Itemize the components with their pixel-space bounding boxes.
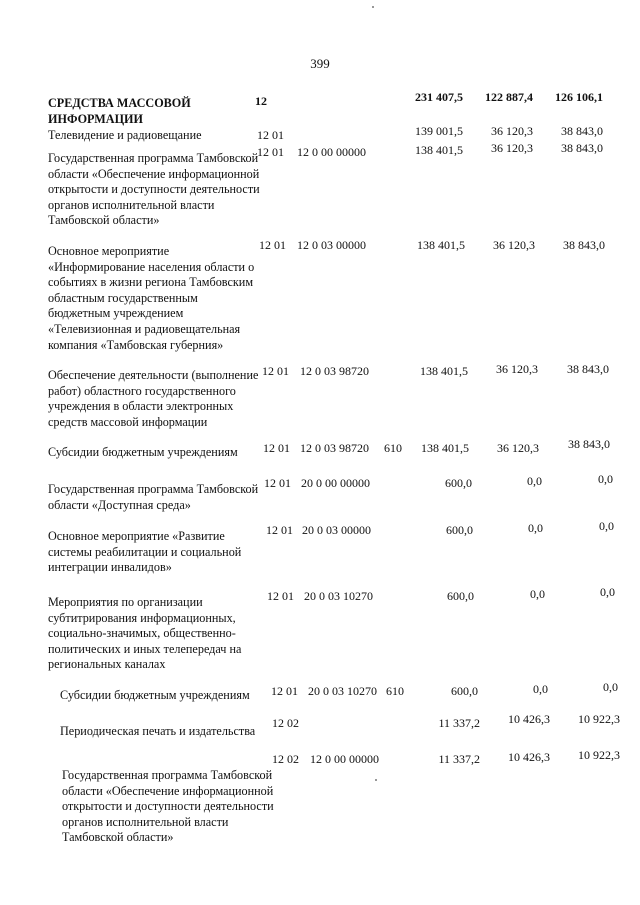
- row-value-2: 36 120,3: [493, 238, 535, 252]
- row-name: Периодическая печать и издательства: [60, 724, 256, 738]
- row-target-code: 20 0 00 00000: [301, 476, 370, 490]
- row-value-2: 10 426,3: [508, 712, 550, 726]
- row-value-2: 0,0: [527, 474, 542, 488]
- row-value-3: 126 106,1: [555, 90, 603, 104]
- row-value-2: 0,0: [533, 682, 548, 696]
- row-value-1: 11 337,2: [438, 752, 480, 766]
- row-target-code: 12 0 03 00000: [297, 238, 366, 252]
- row-value-3: 38 843,0: [568, 437, 610, 451]
- row-target-code: 12 0 00 00000: [297, 145, 366, 159]
- row-value-3: 10 922,3: [578, 712, 620, 726]
- row-value-1: 600,0: [447, 589, 474, 603]
- row-section-code: 12 02: [272, 716, 299, 730]
- row-name: Обеспечение деятельности (выполнение работ) областного государственного учреждения в области электронных средств массовой информации: [48, 368, 259, 429]
- row-value-1: 600,0: [446, 523, 473, 537]
- row-name: Субсидии бюджетным учреждениям: [60, 688, 250, 702]
- row-section-code: 12 01: [267, 589, 294, 603]
- row-section-code: 12 01: [257, 145, 284, 159]
- row-value-3: 0,0: [600, 585, 615, 599]
- row-section-code: 12 01: [266, 523, 293, 537]
- row-name: Основное мероприятие «Информирование населения области о событиях в жизни региона Тамбовским областным государственным бюджетным учреждением «Телевизионная и радиовещательная компания «Тамбовская губерния»: [48, 244, 255, 352]
- row-section-code: 12: [255, 94, 267, 108]
- row-target-code: 20 0 03 00000: [302, 523, 371, 537]
- row-value-2: 36 120,3: [496, 362, 538, 376]
- row-value-1: 138 401,5: [415, 143, 463, 157]
- row-value-3: 38 843,0: [563, 238, 605, 252]
- row-section-code: 12 01: [262, 364, 289, 378]
- row-section-code: 12 01: [271, 684, 298, 698]
- row-value-3: 0,0: [599, 519, 614, 533]
- row-name: Мероприятия по организации субтитрирования информационных, социально-значимых, общественно-политических и иных телепередач на региональных каналах: [48, 595, 242, 672]
- row-value-2: 10 426,3: [508, 750, 550, 764]
- row-value-1: 600,0: [445, 476, 472, 490]
- row-value-3: 38 843,0: [567, 362, 609, 376]
- row-value-1: 138 401,5: [420, 364, 468, 378]
- row-name: Государственная программа Тамбовской области «Обеспечение информационной открытости и доступности деятельности органов исполнительной власти Тамбовской области»: [48, 151, 260, 228]
- scan-speck: [375, 779, 377, 781]
- row-value-1: 138 401,5: [421, 441, 469, 455]
- row-section-code: 12 02: [272, 752, 299, 766]
- row-target-code: 12 0 03 98720: [300, 364, 369, 378]
- row-name: Государственная программа Тамбовской области «Обеспечение информационной открытости и доступности деятельности органов исполнительной власти Тамбовской области»: [62, 768, 274, 845]
- row-value-3: 0,0: [598, 472, 613, 486]
- page-number: 399: [310, 56, 330, 71]
- row-target-code: 20 0 03 10270: [304, 589, 373, 603]
- row-value-2: 36 120,3: [491, 141, 533, 155]
- row-value-3: 10 922,3: [578, 748, 620, 762]
- row-target-code: 20 0 03 10270: [308, 684, 377, 698]
- row-section-code: 12 01: [257, 128, 284, 142]
- row-value-1: 600,0: [451, 684, 478, 698]
- row-target-code: 12 0 03 98720: [300, 441, 369, 455]
- row-value-2: 36 120,3: [497, 441, 539, 455]
- row-value-2: 0,0: [530, 587, 545, 601]
- row-name: Субсидии бюджетным учреждениям: [48, 445, 238, 459]
- row-section-code: 12 01: [264, 476, 291, 490]
- row-name: Основное мероприятие «Развитие системы реабилитации и социальной интеграции инвалидов»: [48, 529, 242, 575]
- row-section-code: 12 01: [259, 238, 286, 252]
- row-value-3: 38 843,0: [561, 124, 603, 138]
- row-value-1: 11 337,2: [438, 716, 480, 730]
- scan-speck: [372, 6, 374, 8]
- row-value-2: 36 120,3: [491, 124, 533, 138]
- row-target-code: 12 0 00 00000: [310, 752, 379, 766]
- row-value-3: 0,0: [603, 680, 618, 694]
- row-expense-type: 610: [386, 684, 404, 698]
- row-name: Телевидение и радиовещание: [48, 128, 202, 142]
- row-expense-type: 610: [384, 441, 402, 455]
- row-value-1: 138 401,5: [417, 238, 465, 252]
- row-value-2: 122 887,4: [485, 90, 533, 104]
- row-name: СРЕДСТВА МАССОВОЙ ИНФОРМАЦИИ: [48, 96, 191, 126]
- row-name: Государственная программа Тамбовской области «Доступная среда»: [48, 482, 259, 512]
- row-value-1: 139 001,5: [415, 124, 463, 138]
- row-section-code: 12 01: [263, 441, 290, 455]
- row-value-3: 38 843,0: [561, 141, 603, 155]
- row-value-2: 0,0: [528, 521, 543, 535]
- row-value-1: 231 407,5: [415, 90, 463, 104]
